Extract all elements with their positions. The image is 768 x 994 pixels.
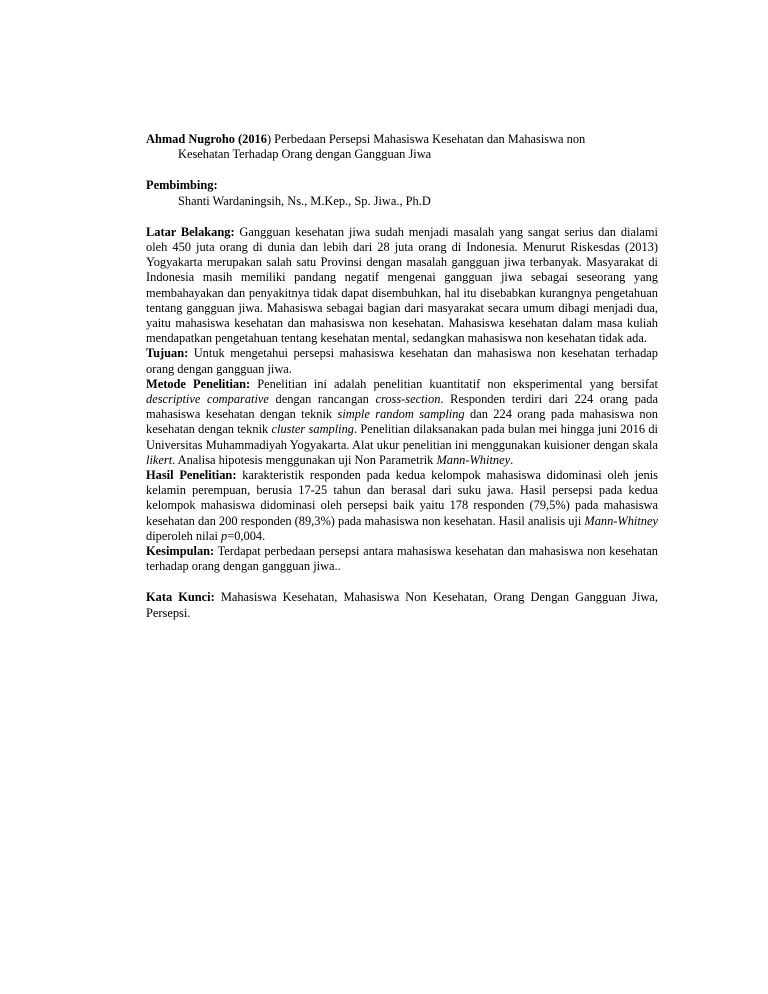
- keywords-paragraph: [146, 590, 658, 620]
- citation-title-line1: ) Perbedaan Persepsi Mahasiswa Kesehatan dan Mahasiswa non: [266, 132, 586, 146]
- method-text: . Analisa hipotesis menggunakan uji Non Parametrik: [172, 452, 437, 467]
- objective-paragraph: [146, 346, 658, 376]
- results-text: diperoleh nilai: [146, 528, 222, 543]
- results-paragraph: [146, 468, 658, 544]
- method-text: . Responden terdiri dari 224 orang pada mahasiswa kesehatan dengan teknik: [146, 392, 658, 422]
- method-label: Metode Penelitian:: [146, 376, 251, 391]
- conclusion-text: Terdapat perbedaan persepsi antara mahasiswa kesehatan dan mahasiswa non kesehatan terhadap orang dengan gangguan jiwa..: [146, 544, 658, 574]
- abstract-body: [146, 225, 658, 575]
- results-label: Hasil Penelitian:: [146, 468, 237, 483]
- citation-author: Ahmad Nugroho (2016: [146, 132, 267, 146]
- citation-title-line2: Kesehatan Terhadap Orang dengan Gangguan Jiwa: [178, 147, 432, 162]
- background-label: Latar Belakang:: [146, 224, 235, 239]
- method-term: simple random sampling: [337, 407, 465, 422]
- method-term: cross-section: [375, 392, 441, 407]
- method-text: .: [510, 452, 514, 467]
- objective-text: Untuk mengetahui persepsi mahasiswa kesehatan dan mahasiswa non kesehatan terhadap orang dengan gangguan jiwa.: [146, 346, 658, 376]
- objective-label: Tujuan:: [146, 346, 189, 361]
- method-term: cluster sampling: [271, 422, 354, 437]
- conclusion-label: Kesimpulan:: [146, 544, 215, 559]
- conclusion-paragraph: [146, 544, 658, 574]
- method-text: dan 224 orang pada mahasiswa non kesehatan dengan teknik: [146, 407, 658, 437]
- keywords-label: Kata Kunci:: [146, 590, 215, 605]
- method-text: Penelitian ini adalah penelitian kuantitatif non eksperimental yang bersifat: [250, 376, 658, 391]
- method-text: . Penelitian dilaksanakan pada bulan mei hingga juni 2016 di Universitas Muhammadiyah Yogyakarta. Alat ukur penelitian ini menggunakan kuisioner dengan skala: [146, 422, 658, 452]
- background-text: Gangguan kesehatan jiwa sudah menjadi masalah yang sangat serius dan dialami oleh 450 juta orang di dunia dan lebih dari 28 juta orang di Indonesia. Menurut Riskesdas (2013) Yogyakarta merupakan salah satu Provinsi dengan masalah gangguan jiwa terbanyak. Masyarakat di Indonesia masih memiliki pandang negatif mengenai gangguan jiwa sebagai seseorang yang membahayakan dan penyakitnya tidak dapat disembuhkan, hal itu disebabkan kurangnya pengetahuan tentang gangguan jiwa. Mahasiswa sebagai bagian dari masyarakat secara umum dibagi menjadi dua, yaitu mahasiswa kesehatan dan mahasiswa non kesehatan. Mahasiswa kesehatan dalam masa kuliah mendapatkan pengetahuan tentang kesehatan mental, sedangkan mahasiswa non kesehatan tidak ada.: [146, 224, 658, 346]
- advisor-heading: Pembimbing:: [146, 178, 218, 193]
- method-term: Mann-Whitney: [436, 452, 511, 467]
- results-term: Mann-Whitney: [584, 513, 659, 528]
- method-text: dengan rancangan: [268, 392, 376, 407]
- method-paragraph: [146, 377, 658, 468]
- results-text: karakteristik responden pada kedua kelompok mahasiswa didominasi oleh jenis kelamin perempuan, berusia 17-25 tahun dan berasal dari suku jawa. Hasil persepsi pada kedua kelompok mahasiswa didominasi oleh persepsi baik yaitu 178 responden (79,5%) pada mahasiswa kesehatan dan 200 responden (89,3%) pada mahasiswa non kesehatan. Hasil analisis uji: [146, 468, 659, 528]
- method-term: descriptive comparative: [146, 392, 269, 407]
- method-term: likert: [146, 452, 173, 467]
- results-text: =0,004.: [227, 528, 266, 543]
- citation: [146, 132, 658, 162]
- advisor-name: Shanti Wardaningsih, Ns., M.Kep., Sp. Jiwa., Ph.D: [178, 193, 431, 208]
- background-paragraph: [146, 225, 658, 347]
- keywords-text: Mahasiswa Kesehatan, Mahasiswa Non Kesehatan, Orang Dengan Gangguan Jiwa, Persepsi.: [146, 590, 658, 620]
- abstract-page: [146, 132, 658, 633]
- results-term: p: [221, 528, 228, 543]
